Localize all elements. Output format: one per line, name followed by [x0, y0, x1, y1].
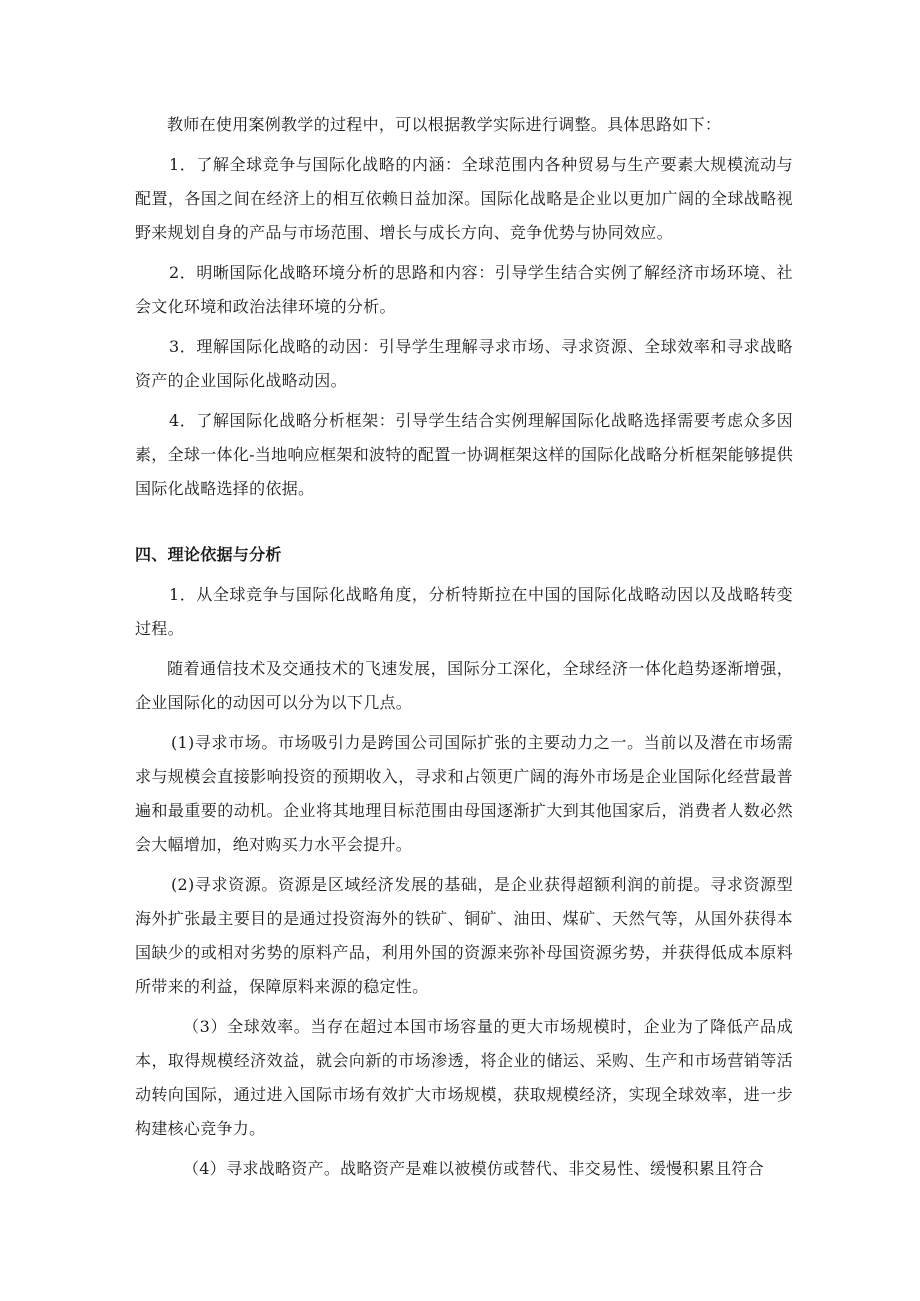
point-4-paragraph: 4．了解国际化战略分析框架：引导学生结合实例理解国际化战略选择需要考虑众多因素，全球一体化-当地响应框架和波特的配置一协调框架这样的国际化战略分析框架能够提供国际化战略选择的依据。: [135, 411, 793, 498]
motivation-intro-paragraph: 随着通信技术及交通技术的飞速发展，国际分工深化，全球经济一体化趋势逐渐增强，企业国际化的动因可以分为以下几点。: [135, 659, 793, 712]
point-3-paragraph: 3．理解国际化战略的动因：引导学生理解寻求市场、寻求资源、全球效率和寻求战略资产的企业国际化战略动因。: [135, 337, 793, 390]
seek-market-paragraph: (1)寻求市场。市场吸引力是跨国公司国际扩张的主要动力之一。当前以及潜在市场需求与规模会直接影响投资的预期收入，寻求和占领更广阔的海外市场是企业国际化经营最普遍和最重要的动机。企业将其地理目标范围由母国逐渐扩大到其他国家后，消费者人数必然会大幅增加，绝对购买力水平会提升。: [135, 733, 793, 854]
global-efficiency-paragraph: （3）全球效率。当存在超过本国市场容量的更大市场规模时，企业为了降低产品成本，取得规模经济效益，就会向新的市场渗透，将企业的储运、采购、生产和市场营销等活动转向国际，通过进入国际市场有效扩大市场规模，获取规模经济，实现全球效率，进一步构建核心竞争力。: [135, 1017, 793, 1138]
section-heading: 四、理论依据与分析: [135, 545, 282, 564]
document-page: [135, 108, 793, 1192]
point-2-paragraph: 2．明晰国际化战略环境分析的思路和内容：引导学生结合实例了解经济市场环境、社会文化环境和政治法律环境的分析。: [135, 263, 793, 316]
intro-paragraph: 教师在使用案例教学的过程中，可以根据教学实际进行调整。具体思路如下：: [167, 115, 722, 134]
analysis-question-paragraph: 1．从全球竞争与国际化战略角度，分析特斯拉在中国的国际化战略动因以及战略转变过程。: [135, 585, 793, 638]
seek-resource-paragraph: (2)寻求资源。资源是区域经济发展的基础，是企业获得超额利润的前提。寻求资源型海外扩张最主要目的是通过投资海外的铁矿、铜矿、油田、煤矿、天然气等，从国外获得本国缺少的或相对劣势的原料产品，利用外国的资源来弥补母国资源劣势，并获得低成本原料所带来的利益，保障原料来源的稳定性。: [135, 875, 793, 996]
strategic-asset-paragraph: （4）寻求战略资产。战略资产是难以被模仿或替代、非交易性、缓慢积累且符合: [183, 1159, 764, 1178]
point-1-paragraph: 1．了解全球竞争与国际化战略的内涵：全球范围内各种贸易与生产要素大规模流动与配置，各国之间在经济上的相互依赖日益加深。国际化战略是企业以更加广阔的全球战略视野来规划自身的产品与市场范围、增长与成长方向、竞争优势与协同效应。: [135, 155, 793, 242]
